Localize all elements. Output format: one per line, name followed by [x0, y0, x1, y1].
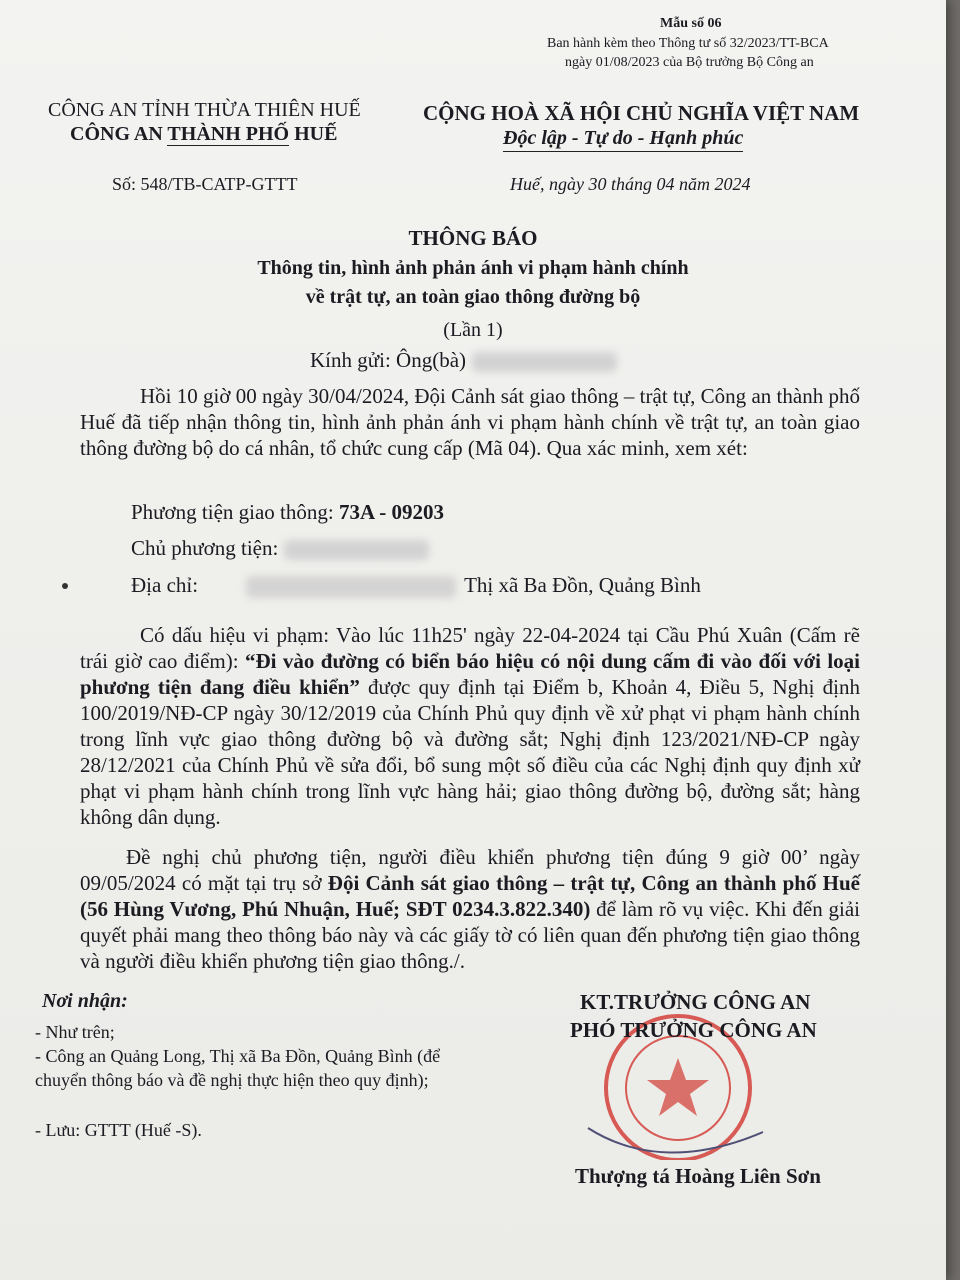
redacted-name — [472, 352, 617, 372]
signature-title-1: KT.TRƯỞNG CÔNG AN — [580, 990, 811, 1014]
doc-title: THÔNG BÁO — [408, 226, 538, 250]
form-number: Mẫu số 06 — [660, 16, 722, 31]
margin-dot — [62, 583, 68, 589]
recipients-title: Nơi nhận: — [42, 990, 128, 1012]
parent-agency: CÔNG AN TỈNH THỪA THIÊN HUẾ — [48, 99, 361, 121]
license-plate: 73A - 09203 — [338, 500, 444, 524]
vehicle-line: Phương tiện giao thông: 73A - 09203 — [131, 500, 444, 524]
violation-quote: “Đi vào đường có biển báo hiệu có nội dung cấm đi vào đối với loại phương tiện đang điều khiển” — [80, 649, 860, 699]
recipient-line: Kính gửi: Ông(bà) — [310, 348, 617, 373]
recipient-item: - Như trên; — [35, 1022, 115, 1042]
document-number: Số: 548/TB-CATP-GTTT — [112, 174, 298, 194]
place-date: Huế, ngày 30 tháng 04 năm 2024 — [510, 174, 751, 194]
request-office: Đội Cảnh sát giao thông – trật tự, Công an thành phố Huế (56 Hùng Vương, Phú Nhuận, Huế; SĐT 0234.3.822.340) — [80, 871, 860, 921]
republic-motto: Độc lập - Tự do - Hạnh phúc — [503, 127, 743, 152]
paragraph-receipt: Hồi 10 giờ 00 ngày 30/04/2024, Đội Cảnh sát giao thông – trật tự, Công an thành phố Huế đã tiếp nhận thông tin, hình ảnh phản ánh vi phạm hành chính về trật tự, an toàn giao thông đường bộ do cá nhân, tổ chức cung cấp (Mã 04). Qua xác minh, xem xét: — [80, 384, 860, 460]
doc-subtitle-1: Thông tin, hình ảnh phản ánh vi phạm hành chính — [257, 257, 689, 279]
redacted-owner — [284, 540, 429, 560]
doc-subtitle-2: về trật tự, an toàn giao thông đường bộ — [305, 286, 641, 308]
paragraph-request: Đề nghị chủ phương tiện, người điều khiển phương tiện đúng 9 giờ 00’ ngày 09/05/2024 có mặt tại trụ sở Đội Cảnh sát giao thông – trật tự, Công an thành phố Huế (56 Hùng Vương, Phú Nhuận, Huế; SĐT 0234.3.822.340) để làm rõ vụ việc. Khi đến giải quyết phải mang theo thông báo này và các giấy tờ có liên quan đến phương tiện giao thông và người điều khiển phương tiện giao thông./. — [80, 845, 860, 973]
owner-line: Chủ phương tiện: — [131, 536, 429, 561]
issuing-agency: CÔNG AN THÀNH PHỐ HUẾ — [70, 123, 338, 145]
doc-round: (Lần 1) — [443, 319, 503, 341]
form-issued-line1: Ban hành kèm theo Thông tư số 32/2023/TT-BCA — [547, 36, 829, 51]
recipient-item: - Lưu: GTTT (Huế -S). — [35, 1120, 202, 1140]
paragraph-violation: Có dấu hiệu vi phạm: Vào lúc 11h25' ngày 22-04-2024 tại Cầu Phú Xuân (Cấm rẽ trái giờ cao điểm): “Đi vào đường có biển báo hiệu có nội dung cấm đi vào đối với loại phương tiện đang điều khiển” được quy định tại Điểm b, Khoản 4, Điều 5, Nghị định 100/2019/NĐ-CP ngày 30/12/2019 của Chính Phủ quy định về xử phạt vi phạm hành chính trong lĩnh vực giao thông đường bộ và đường sắt; Nghị định 123/2021/NĐ-CP ngày 28/12/2021 của Chính Phủ về sửa đổi, bổ sung một số điều của các Nghị định quy định xử phạt vi phạm hành chính trong lĩnh vực hàng hải; giao thông đường bộ, đường sắt; hàng không dân dụng. — [80, 623, 860, 829]
signature-title-2: PHÓ TRƯỞNG CÔNG AN — [570, 1018, 817, 1042]
form-issued-line2: ngày 01/08/2023 của Bộ trưởng Bộ Công an — [565, 55, 814, 70]
redacted-address — [246, 576, 456, 598]
recipient-item: - Công an Quảng Long, Thị xã Ba Đồn, Quảng Bình (để chuyển thông báo và đề nghị thực hiện theo quy định); — [35, 1046, 441, 1090]
signer-name: Thượng tá Hoàng Liên Sơn — [575, 1164, 821, 1188]
republic-name: CỘNG HOÀ XÃ HỘI CHỦ NGHĨA VIỆT NAM — [423, 101, 860, 125]
address-line: Địa chỉ: Thị xã Ba Đồn, Quảng Bình — [131, 573, 701, 597]
